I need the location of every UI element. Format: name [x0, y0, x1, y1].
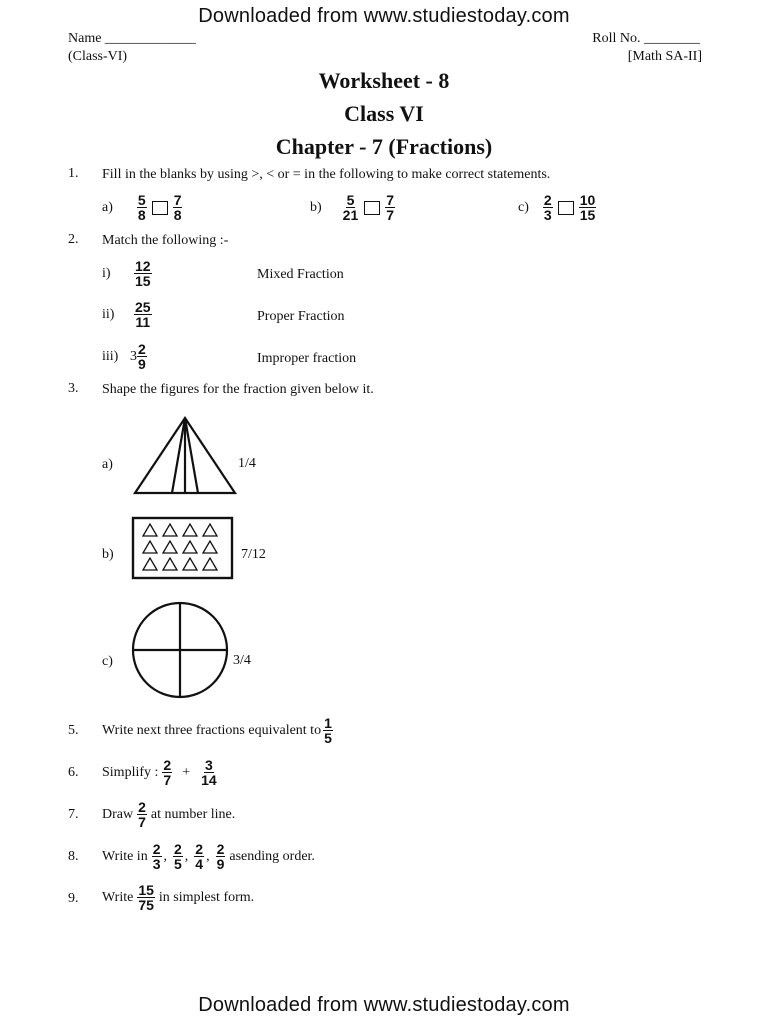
small-triangle — [163, 541, 177, 553]
small-triangle — [163, 558, 177, 570]
q2-item-label: ii) — [102, 306, 115, 322]
small-triangle — [183, 558, 197, 570]
q5-text: Write next three fractions equivalent to — [102, 722, 322, 738]
q8-line — [102, 842, 315, 871]
q1-part-c — [518, 193, 598, 222]
worksheet-title: Worksheet - 8 — [318, 68, 450, 93]
q5-line — [102, 716, 335, 745]
q2-item-label: iii) — [102, 348, 119, 364]
comma: , — [184, 848, 189, 864]
q2-match-1: Mixed Fraction — [257, 267, 344, 282]
fraction: $\frac{2}{5}$ — [174, 841, 182, 872]
q3-fig-a-label: a) — [102, 457, 113, 472]
plus-operator: + — [182, 764, 191, 780]
fraction: $\frac{1}{5}$ — [324, 715, 332, 746]
fraction: $\frac{25}{11}$ — [135, 299, 151, 330]
roll-number-label: Roll No. ________ — [592, 31, 700, 46]
q1-part-b — [310, 193, 397, 222]
q3-fig-b-fraction: 7/12 — [241, 547, 266, 562]
small-triangle — [203, 558, 217, 570]
fraction: $\frac{2}{3}$ — [152, 841, 161, 872]
mixed-whole-number: 3 — [130, 348, 137, 364]
q1-text: Fill in the blanks by using >, < or = in the following to make correct statements. — [102, 167, 551, 182]
q6-text: Simplify : — [102, 764, 159, 780]
fraction: $\frac{2}{7}$ — [138, 799, 146, 830]
fraction: $\frac{5}{8}$ — [137, 192, 146, 223]
q1-part-label: a) — [102, 199, 113, 215]
class-label: (Class-VI) — [68, 49, 128, 64]
fraction: $\frac{7}{7}$ — [386, 192, 395, 223]
q8-text: Write in — [102, 848, 148, 864]
q9-text: Write — [102, 889, 134, 905]
small-triangle — [183, 541, 197, 553]
q7-line — [102, 800, 235, 829]
q5-number: 5. — [68, 723, 79, 738]
q2-item-1 — [102, 259, 154, 288]
exam-label: [Math SA-II] — [627, 49, 702, 64]
answer-box[interactable] — [152, 201, 168, 215]
q3-text: Shape the figures for the fraction given below it. — [102, 382, 374, 397]
q3-fig-b-label: b) — [102, 547, 114, 562]
small-triangle — [203, 524, 217, 536]
q2-item-2 — [102, 300, 154, 329]
q2-item-3 — [102, 342, 149, 371]
comma: , — [163, 848, 167, 864]
q3-number: 3. — [68, 381, 79, 396]
q1-part-label: b) — [310, 199, 322, 215]
small-triangle — [143, 558, 157, 570]
fraction: $\frac{15}{75}$ — [138, 882, 154, 913]
class-title: Class VI — [344, 101, 424, 126]
q7-number: 7. — [68, 807, 79, 822]
q7-text: Draw — [102, 806, 134, 822]
q2-number: 2. — [68, 232, 79, 247]
fraction: $\frac{2}{4}$ — [195, 841, 204, 872]
fraction: $\frac{5}{21}$ — [342, 192, 359, 223]
q9-number: 9. — [68, 891, 79, 906]
q2-match-2: Proper Fraction — [257, 309, 345, 324]
fraction: $\frac{2}{7}$ — [163, 757, 172, 788]
small-triangle — [163, 524, 177, 536]
fraction: $\frac{10}{15}$ — [579, 192, 596, 223]
triangle-figure — [132, 415, 238, 497]
q1-part-a — [102, 193, 184, 222]
q3-fig-c-fraction: 3/4 — [233, 653, 251, 668]
fraction: $\frac{2}{3}$ — [543, 192, 552, 223]
q2-match-3: Improper fraction — [257, 351, 357, 366]
q3-fig-a-fraction: 1/4 — [238, 456, 256, 471]
q9-line — [102, 883, 254, 912]
q8-text-after: asending order. — [229, 848, 315, 864]
answer-box[interactable] — [364, 201, 380, 215]
q3-fig-c-label: c) — [102, 654, 113, 669]
fraction: $\frac{3}{14}$ — [201, 757, 217, 788]
answer-box[interactable] — [558, 201, 574, 215]
q2-item-label: i) — [102, 265, 111, 281]
q1-part-label: c) — [518, 199, 529, 215]
circle-figure — [130, 600, 230, 700]
download-banner-bottom: Downloaded from www.studiestoday.com — [198, 994, 570, 1016]
q8-number: 8. — [68, 849, 79, 864]
chapter-title: Chapter - 7 (Fractions) — [275, 134, 493, 159]
name-field-label: Name _____________ — [68, 31, 196, 46]
rectangle-of-triangles-figure — [131, 516, 234, 580]
fraction: $\frac{7}{8}$ — [173, 192, 182, 223]
q6-number: 6. — [68, 765, 79, 780]
q9-text-after: in simplest form. — [158, 889, 255, 905]
q2-text: Match the following :- — [102, 233, 229, 248]
small-triangle — [183, 524, 197, 536]
download-banner-top: Downloaded from www.studiestoday.com — [198, 5, 570, 27]
q1-number: 1. — [68, 166, 79, 181]
small-triangle — [143, 541, 157, 553]
comma: , — [206, 848, 210, 864]
q6-line — [102, 758, 220, 787]
fraction: $\frac{12}{15}$ — [135, 258, 151, 289]
small-triangle — [203, 541, 217, 553]
small-triangle — [143, 524, 157, 536]
fraction: $\frac{2}{9}$ — [138, 341, 146, 372]
q7-text-after: at number line. — [150, 806, 236, 822]
fraction: $\frac{2}{9}$ — [216, 841, 225, 872]
